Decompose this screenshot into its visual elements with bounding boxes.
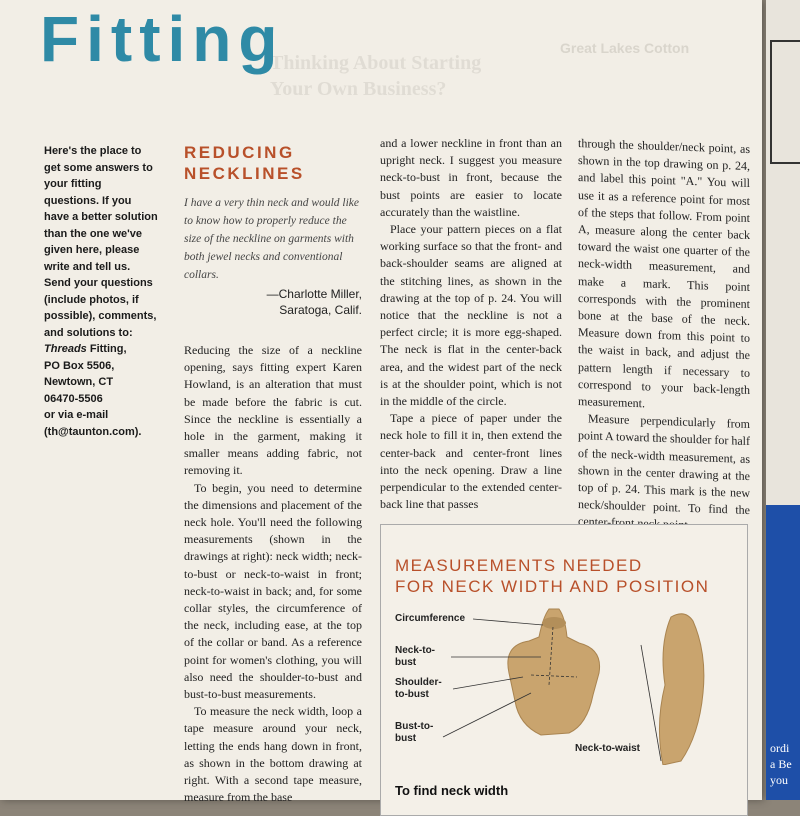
address-line: Fitting, xyxy=(86,343,127,355)
reader-question: I have a very thin neck and would like to know how to properly reduce the size of the neckline on garments with both jewel necks and conventional collars. xyxy=(184,197,359,281)
measurements-figure xyxy=(380,524,748,816)
paragraph: Reducing the size of a neckline opening, says fitting expert Karen Howland, is an alteration that must be made before the fabric is cut. Since the neckline is essentially a hole in the garment, making it smaller means adding fabric, not removing it. xyxy=(184,343,362,478)
label-bust-to-bust: Bust-to- bust xyxy=(395,721,434,744)
leader-line xyxy=(443,693,531,737)
article-column-1 xyxy=(184,142,362,806)
figure-title: MEASUREMENTS NEEDED FOR NECK WIDTH AND POSITION xyxy=(395,556,710,596)
label-neck-to-waist: Neck-to-waist xyxy=(575,743,641,754)
publication-name: Threads xyxy=(44,343,87,355)
address-line: Newtown, CT xyxy=(44,376,114,388)
question-signature: —Charlotte Miller, Saratoga, Calif. xyxy=(266,287,362,317)
article-title: REDUCING NECKLINES xyxy=(184,143,305,183)
address-line: 06470-5506 xyxy=(44,392,103,405)
figure-subheading: To find neck width xyxy=(395,783,509,798)
neck-shape xyxy=(542,617,566,629)
side-torso-figure xyxy=(659,614,703,765)
paragraph: To measure the neck width, loop a tape measure around your neck, letting the ends hang down in front, as shown in the bottom drawing at right. With a second tape measure, measure from the base xyxy=(184,704,362,805)
address-line: PO Box 5506, xyxy=(44,359,115,372)
paragraph: through the shoulder/neck point, as shown in the top drawing on p. 24, and label this point "A." You will use it as a reference point for most of the steps that follow. From point A, measure along the center back toward the waist one quarter of the neck-width measurement, and make a mark. This point corresponds with the prominent bone at the base of the neck. Measure down from this point to the waist in back, and adjust the pattern length if necessary to correspond to your back-length measurement. xyxy=(578,136,750,411)
measure-line xyxy=(641,645,661,761)
answer-text xyxy=(184,342,362,806)
facing-page-box xyxy=(770,40,800,164)
section-title: Fitting xyxy=(40,3,285,75)
paragraph: Measure perpendicularly from point A toward the shoulder for half of the neck-width measurement, as shown in the center drawing at the top of p. 24. This mark is the new neck/shoulder point. To find the center-front xyxy=(578,411,750,531)
facing-page-text: ordi a Be you xyxy=(770,741,792,787)
label-neck-to-bust: Neck-to- bust xyxy=(395,645,436,668)
body-illustration xyxy=(381,525,747,765)
address-line: or via e-mail xyxy=(44,409,109,421)
paragraph: and a lower neckline in front than an upright neck. I suggest you measure neck-to-bust in front, because the bust points are easier to locate accurately than the waistline. xyxy=(380,136,562,219)
facing-page-edge xyxy=(766,0,800,800)
leader-line xyxy=(473,619,543,625)
email-address: (th@taunton.com). xyxy=(44,425,142,438)
article-column-3 xyxy=(578,135,750,537)
article-column-2 xyxy=(380,135,562,513)
paragraph: Tape a piece of paper under the neck hole to fill it in, then extend the center-back and center-front lines into the neck opening. Draw a line perpendicular to the extended center-back line that passes xyxy=(380,411,562,512)
bleed-through-text: Thinking About Starting Your Own Business? xyxy=(270,52,482,100)
bleed-through-heading: Great Lakes Cotton xyxy=(560,40,690,56)
paragraph: Place your pattern pieces on a flat working surface so that the front- and back-shoulder seams are aligned at the stitching lines, as shown in the drawing at the top of p. 24. You will notice that the neckline is not a perfect circle; it is more egg-shaped. The neck is flat in the center-back area, and the widest part of the neck is at the shoulder point, which is not in the middle of the circle. xyxy=(380,222,562,409)
label-circumference: Circumference xyxy=(395,613,466,624)
sidebar-intro xyxy=(44,143,159,440)
label-shoulder-to-bust: Shoulder- to-bust xyxy=(395,677,442,700)
sidebar-text: Here's the place to get some answers to your fitting questions. If you have a better solution than the one we've given here, please write and tell us. Send your questions (include photos, if possible), comments, and solutions to: xyxy=(44,145,158,339)
paragraph: To begin, you need to determine the dimensions and placement of the neck hole. You'll need the following measurements (shown in the drawings at right): neck width; neck-to-bust or neck-to-waist in front; neck-to-waist in back; and, for some collar styles, the circumference of the neck, including ease, at the top of the collar or band. As a reference point for women's clothing, you will also need the shoulder-to-bust and bust-to-bust measurements. xyxy=(184,480,362,702)
